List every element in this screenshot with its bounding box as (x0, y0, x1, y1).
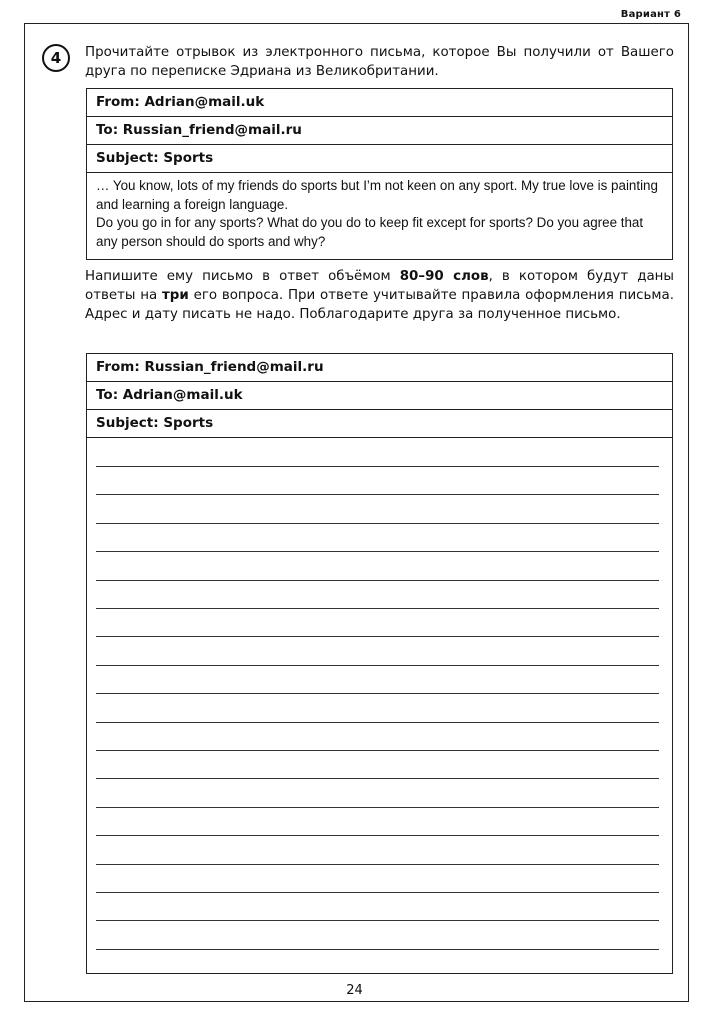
answer-line[interactable] (96, 920, 659, 921)
letter-line-2: Do you go in for any sports? What do you do to keep fit except for sports? Do you agree that any person should do sports and why? (96, 215, 644, 249)
answer-line[interactable] (96, 778, 659, 779)
answer-line[interactable] (96, 722, 659, 723)
answer-line[interactable] (96, 835, 659, 836)
answer-line[interactable] (96, 636, 659, 637)
letter-body (87, 173, 672, 259)
instruction-word-count: 80–90 слов (399, 269, 489, 284)
answer-from: From: Russian_friend@mail.ru (87, 354, 672, 382)
instruction-part-3: его вопроса. При ответе учитывайте правила оформления письма. Адрес и дату писать не надо. Поблагодарите друга за полученное письмо. (85, 288, 674, 322)
page-number: 24 (346, 983, 363, 998)
variant-label: Вариант 6 (620, 9, 681, 20)
answer-line[interactable] (96, 608, 659, 609)
letter-from: From: Adrian@mail.uk (87, 89, 672, 117)
incoming-letter (86, 88, 673, 260)
answer-line[interactable] (96, 949, 659, 950)
answer-line[interactable] (96, 693, 659, 694)
letter-line-1: … You know, lots of my friends do sports but I’m not keen on any sport. My true love is painting and learning a foreign language. (96, 178, 658, 212)
answer-line[interactable] (96, 466, 659, 467)
answer-letter (86, 353, 673, 974)
answer-subject: Subject: Sports (87, 410, 672, 438)
instruction-three: три (162, 288, 189, 303)
answer-writing-area[interactable] (96, 466, 659, 973)
answer-line[interactable] (96, 580, 659, 581)
instruction-part-1: Напишите ему письмо в ответ объёмом (85, 269, 400, 284)
letter-to: To: Russian_friend@mail.ru (87, 117, 672, 145)
answer-line[interactable] (96, 523, 659, 524)
task-intro: Прочитайте отрывок из электронного письма, которое Вы получили от Вашего друга по переписке Эдриана из Великобритании. (85, 45, 674, 79)
answer-to: To: Adrian@mail.uk (87, 382, 672, 410)
answer-line[interactable] (96, 551, 659, 552)
answer-line[interactable] (96, 807, 659, 808)
task-number-badge: 4 (42, 44, 70, 72)
instruction-part-2: , в котором будут даны ответы на (85, 269, 675, 303)
answer-line[interactable] (96, 750, 659, 751)
answer-line[interactable] (96, 892, 659, 893)
task-instruction (85, 267, 674, 324)
answer-line[interactable] (96, 494, 659, 495)
letter-subject: Subject: Sports (87, 145, 672, 173)
answer-line[interactable] (96, 864, 659, 865)
answer-line[interactable] (96, 665, 659, 666)
